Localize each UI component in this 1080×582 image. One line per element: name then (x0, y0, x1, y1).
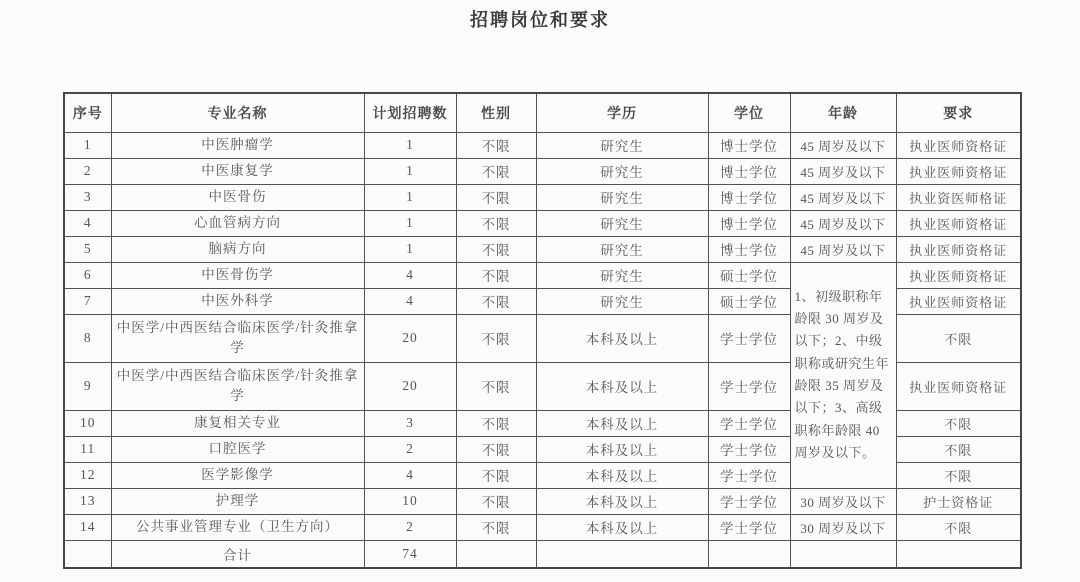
cell-major: 护理学 (111, 488, 364, 514)
cell-row-number: 12 (64, 462, 111, 488)
cell-planned-count: 4 (364, 462, 456, 488)
cell-planned-count: 3 (364, 410, 456, 436)
cell-gender: 不限 (456, 132, 536, 158)
cell-gender: 不限 (456, 184, 536, 210)
total-cell-no (64, 540, 111, 568)
cell-education: 本科及以上 (536, 314, 708, 362)
cell-education: 研究生 (536, 288, 708, 314)
cell-planned-count: 10 (364, 488, 456, 514)
cell-requirement: 护士资格证 (896, 488, 1021, 514)
cell-education: 研究生 (536, 210, 708, 236)
cell-degree: 学士学位 (708, 462, 790, 488)
cell-gender: 不限 (456, 314, 536, 362)
column-header: 学历 (536, 93, 708, 132)
cell-major: 中医康复学 (111, 158, 364, 184)
table-row (64, 132, 1021, 158)
cell-requirement: 不限 (896, 436, 1021, 462)
cell-planned-count: 2 (364, 436, 456, 462)
cell-gender: 不限 (456, 288, 536, 314)
total-cell-gender (456, 540, 536, 568)
table-row (64, 158, 1021, 184)
cell-degree: 学士学位 (708, 314, 790, 362)
cell-row-number: 7 (64, 288, 111, 314)
cell-gender: 不限 (456, 210, 536, 236)
cell-major: 脑病方向 (111, 236, 364, 262)
cell-row-number: 4 (64, 210, 111, 236)
cell-planned-count: 1 (364, 158, 456, 184)
cell-gender: 不限 (456, 488, 536, 514)
cell-gender: 不限 (456, 410, 536, 436)
cell-planned-count: 2 (364, 514, 456, 540)
cell-row-number: 3 (64, 184, 111, 210)
cell-gender: 不限 (456, 362, 536, 410)
column-header: 学位 (708, 93, 790, 132)
cell-major: 中医学/中西医结合临床医学/针灸推拿学 (111, 362, 364, 410)
cell-requirement: 执业医师资格证 (896, 362, 1021, 410)
cell-requirement: 执业医师资格证 (896, 210, 1021, 236)
column-header: 要求 (896, 93, 1021, 132)
cell-row-number: 5 (64, 236, 111, 262)
cell-major: 中医骨伤学 (111, 262, 364, 288)
table-row (64, 184, 1021, 210)
cell-gender: 不限 (456, 514, 536, 540)
cell-education: 本科及以上 (536, 462, 708, 488)
cell-age: 30 周岁及以下 (790, 514, 896, 540)
cell-degree: 学士学位 (708, 410, 790, 436)
column-header: 计划招聘数 (364, 93, 456, 132)
cell-age: 45 周岁及以下 (790, 210, 896, 236)
cell-education: 本科及以上 (536, 514, 708, 540)
cell-age: 45 周岁及以下 (790, 236, 896, 262)
cell-row-number: 1 (64, 132, 111, 158)
cell-planned-count: 4 (364, 262, 456, 288)
cell-gender: 不限 (456, 262, 536, 288)
cell-planned-count: 1 (364, 132, 456, 158)
table-body (64, 132, 1021, 568)
cell-age: 45 周岁及以下 (790, 184, 896, 210)
cell-degree: 硕士学位 (708, 288, 790, 314)
cell-requirement: 不限 (896, 410, 1021, 436)
table-row (64, 514, 1021, 540)
column-header: 性别 (456, 93, 536, 132)
cell-degree: 学士学位 (708, 436, 790, 462)
cell-major: 中医肿瘤学 (111, 132, 364, 158)
cell-row-number: 14 (64, 514, 111, 540)
cell-gender: 不限 (456, 462, 536, 488)
cell-row-number: 11 (64, 436, 111, 462)
cell-requirement: 不限 (896, 514, 1021, 540)
cell-requirement: 执业医师资格证 (896, 236, 1021, 262)
total-cell-age (790, 540, 896, 568)
cell-row-number: 10 (64, 410, 111, 436)
cell-requirement: 执业医师资格证 (896, 132, 1021, 158)
column-header: 序号 (64, 93, 111, 132)
cell-requirement: 执业医师资格证 (896, 158, 1021, 184)
cell-row-number: 13 (64, 488, 111, 514)
cell-education: 研究生 (536, 158, 708, 184)
cell-education: 本科及以上 (536, 410, 708, 436)
cell-major: 中医外科学 (111, 288, 364, 314)
table-header-row (64, 93, 1021, 132)
cell-planned-count: 4 (364, 288, 456, 314)
cell-row-number: 6 (64, 262, 111, 288)
cell-planned-count: 20 (364, 314, 456, 362)
total-cell-requirement (896, 540, 1021, 568)
cell-major: 公共事业管理专业（卫生方向） (111, 514, 364, 540)
cell-planned-count: 1 (364, 236, 456, 262)
cell-gender: 不限 (456, 436, 536, 462)
cell-major: 口腔医学 (111, 436, 364, 462)
cell-age: 45 周岁及以下 (790, 132, 896, 158)
cell-education: 研究生 (536, 132, 708, 158)
cell-education: 本科及以上 (536, 362, 708, 410)
cell-requirement: 不限 (896, 314, 1021, 362)
cell-degree: 学士学位 (708, 488, 790, 514)
cell-degree: 博士学位 (708, 210, 790, 236)
cell-major: 医学影像学 (111, 462, 364, 488)
cell-planned-count: 1 (364, 210, 456, 236)
cell-education: 研究生 (536, 184, 708, 210)
table-row (64, 236, 1021, 262)
cell-major: 康复相关专业 (111, 410, 364, 436)
total-cell-count: 74 (364, 540, 456, 568)
cell-requirement: 执业资医师格证 (896, 184, 1021, 210)
cell-major: 中医骨伤 (111, 184, 364, 210)
table-row (64, 488, 1021, 514)
cell-gender: 不限 (456, 158, 536, 184)
total-cell-education (536, 540, 708, 568)
column-header: 年龄 (790, 93, 896, 132)
cell-requirement: 不限 (896, 462, 1021, 488)
cell-degree: 硕士学位 (708, 262, 790, 288)
total-cell-degree (708, 540, 790, 568)
cell-row-number: 8 (64, 314, 111, 362)
cell-gender: 不限 (456, 236, 536, 262)
cell-degree: 博士学位 (708, 236, 790, 262)
cell-age: 45 周岁及以下 (790, 158, 896, 184)
cell-major: 心血管病方向 (111, 210, 364, 236)
cell-requirement: 执业医师资格证 (896, 262, 1021, 288)
cell-education: 本科及以上 (536, 488, 708, 514)
cell-degree: 博士学位 (708, 132, 790, 158)
cell-row-number: 9 (64, 362, 111, 410)
cell-age: 30 周岁及以下 (790, 488, 896, 514)
cell-education: 研究生 (536, 262, 708, 288)
recruitment-table (63, 92, 1022, 569)
cell-degree: 学士学位 (708, 514, 790, 540)
total-cell-major: 合计 (111, 540, 364, 568)
total-row (64, 540, 1021, 568)
cell-row-number: 2 (64, 158, 111, 184)
cell-education: 研究生 (536, 236, 708, 262)
page-title: 招聘岗位和要求 (470, 10, 610, 30)
cell-degree: 博士学位 (708, 158, 790, 184)
cell-requirement: 执业医师资格证 (896, 288, 1021, 314)
cell-age-merged: 1、初级职称年龄限 30 周岁及以下；2、中级职称或研究生年龄限 35 周岁及以下；3、高级职称年龄限 40 周岁及以下。 (790, 262, 896, 488)
table-row (64, 262, 1021, 288)
cell-education: 本科及以上 (536, 436, 708, 462)
cell-planned-count: 1 (364, 184, 456, 210)
table-row (64, 210, 1021, 236)
cell-degree: 学士学位 (708, 362, 790, 410)
cell-degree: 博士学位 (708, 184, 790, 210)
cell-major: 中医学/中西医结合临床医学/针灸推拿学 (111, 314, 364, 362)
cell-planned-count: 20 (364, 362, 456, 410)
column-header: 专业名称 (111, 93, 364, 132)
